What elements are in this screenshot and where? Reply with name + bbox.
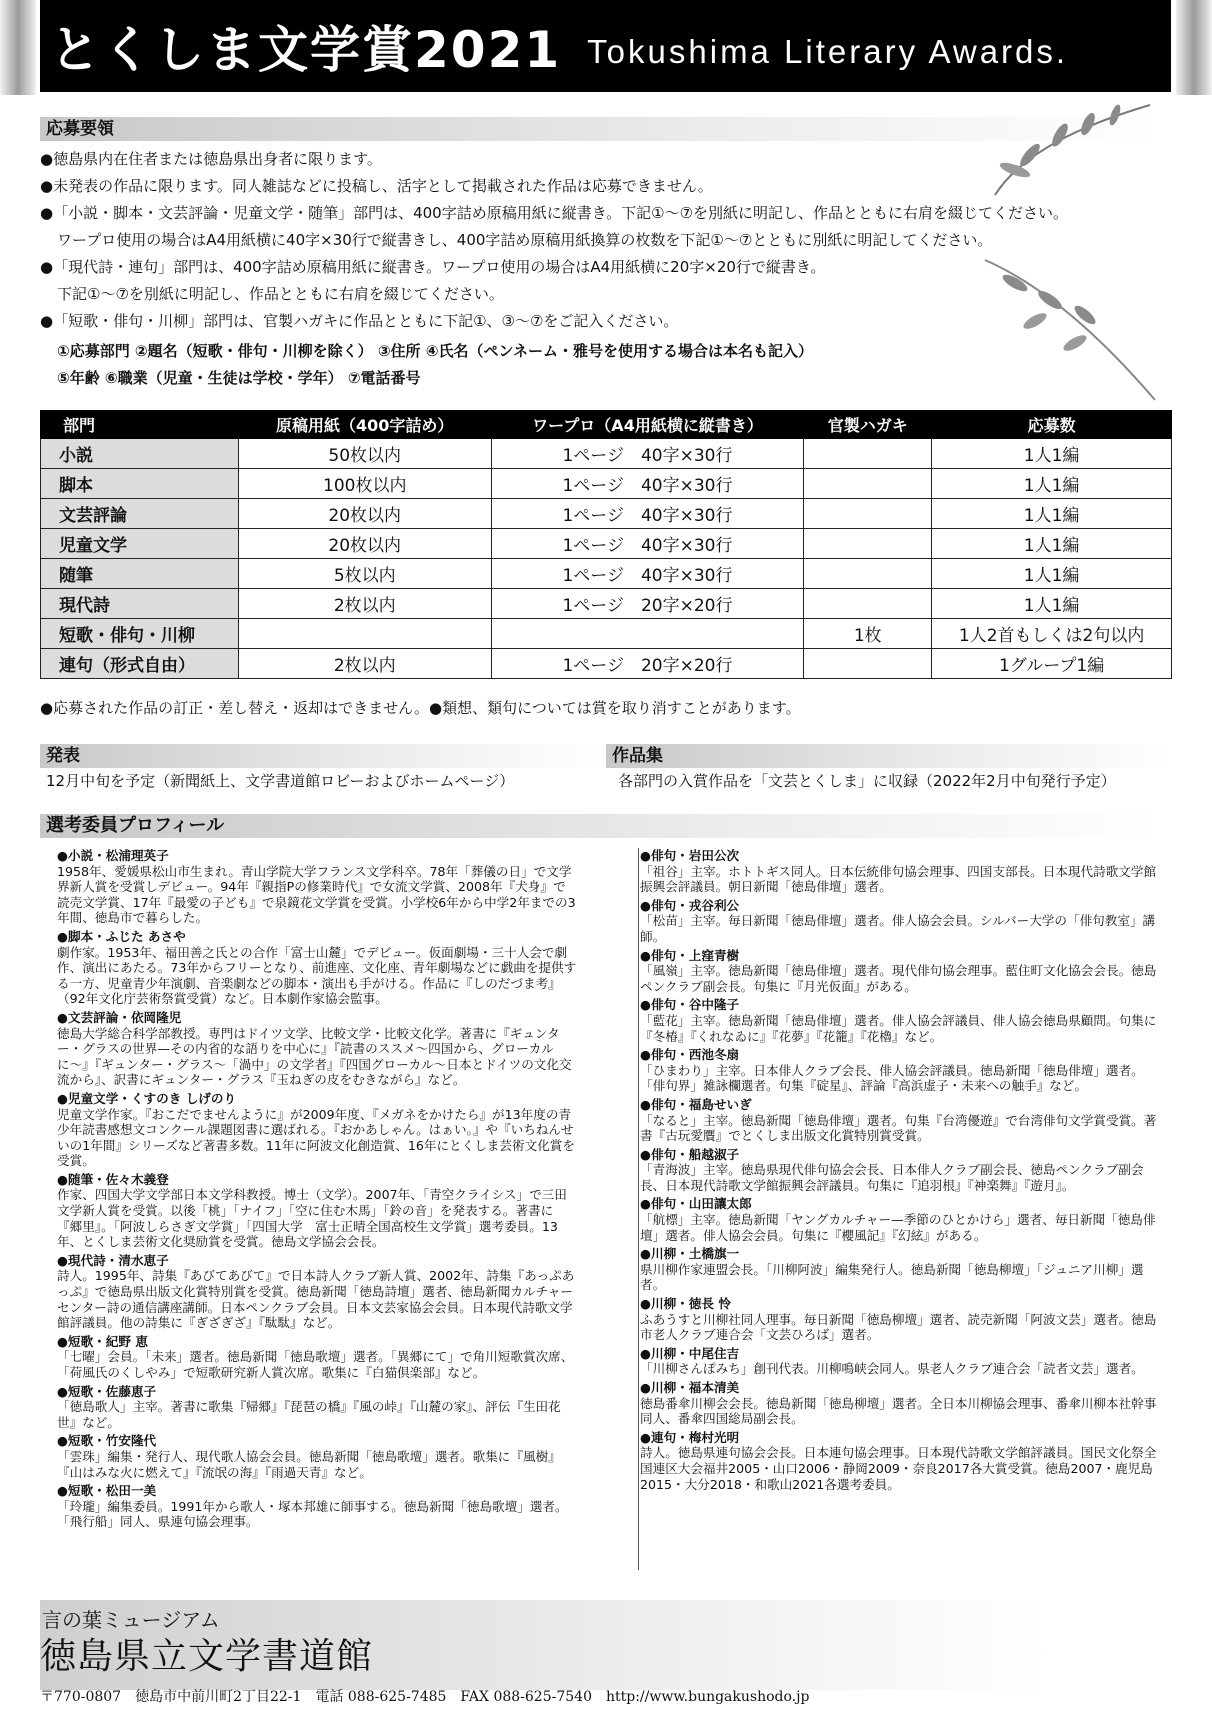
contact-address: 〒770-0807 徳島市中前川町2丁目22-1 電話 088-625-7485 FAX 088-625-7540 http://www.bungakushodo.jp: [40, 1689, 810, 1705]
judge-name: ●川柳・徳長 怜: [640, 1296, 731, 1312]
judge-name: ●短歌・竹安隆代: [57, 1433, 157, 1449]
judge-name: ●短歌・松田一美: [57, 1483, 157, 1499]
table-cell: [491, 619, 804, 649]
table-cell: 1ページ 40字×30行: [491, 529, 804, 559]
table-cell: 50枚以内: [238, 439, 491, 469]
judge-entry: [640, 1147, 1160, 1194]
table-header-row: [41, 411, 1172, 439]
english-title: Tokushima Literary Awards.: [587, 33, 1069, 70]
judge-bio: 劇作家。1953年、福田善之氏との合作「富士山麓」でデビュー。仮面劇場・三十人会で劇作、演出にあたる。73年からフリーとなり、前進座、文化座、青年劇場などに戯曲を提供する一方、児童青少年演劇、音楽劇などの脚本・演出も手がける。作品に『しのだづま考』（92年文化庁芸術祭賞受賞）など。日本劇作家協会監事。: [57, 944, 577, 1007]
leaf-branch-icon: [990, 100, 1160, 200]
table-cell: 20枚以内: [238, 529, 491, 559]
judge-bio: 「玲瓏」編集委員。1991年から歌人・塚本邦雄に師事する。徳島新聞「徳島歌壇」選者。「飛行船」同人、県連句協会理事。: [57, 1498, 568, 1530]
table-cell: 20枚以内: [238, 499, 491, 529]
judge-name: ●俳句・戎谷利公: [640, 897, 740, 913]
guideline-line: ワープロ使用の場合はA4用紙横に40字×30行で縦書きし、400字詰め原稿用紙換算の枚数を下記①〜⑦とともに別紙に明記してください。: [57, 231, 993, 249]
guideline-line: ●徳島県内在住者または徳島県出身者に限ります。: [40, 150, 382, 168]
judge-entry: [640, 1047, 1160, 1094]
table-cell: 1人1編: [932, 469, 1172, 499]
table-cell: 1枚: [804, 619, 932, 649]
judge-entry: [57, 1483, 577, 1530]
judge-entry: [640, 1296, 1160, 1343]
judge-entry: [57, 1010, 577, 1088]
required-items-line: ⑤年齢 ⑥職業（児童・生徒は学校・学年） ⑦電話番号: [57, 369, 421, 387]
judge-name: ●俳句・山田讓太郎: [640, 1196, 752, 1212]
judge-name: ●川柳・中尾住吉: [640, 1345, 740, 1361]
table-cell: 1ページ 20字×20行: [491, 589, 804, 619]
entry-requirements-table: [40, 410, 1172, 679]
judge-name: ●連句・梅村光明: [640, 1429, 740, 1445]
judge-name: ●俳句・船越淑子: [640, 1146, 740, 1162]
judge-bio: 「藍花」主宰。徳島新聞「徳島俳壇」選者。俳人協会評議員、俳人協会徳島県顧問。句集に『冬椿』『くれなゐに』『花夢』『花籠』『花櫓』など。: [640, 1012, 1157, 1044]
table-row: [41, 499, 1172, 529]
table-cell: [804, 499, 932, 529]
table-cell: 短歌・俳句・川柳: [41, 619, 239, 649]
right-edge-bar: [1176, 0, 1212, 95]
judge-entry: [640, 898, 1160, 945]
table-cell: 1ページ 20字×20行: [491, 649, 804, 679]
table-row: [41, 649, 1172, 679]
judge-name: ●短歌・佐藤恵子: [57, 1383, 157, 1399]
entry-note: ●応募された作品の訂正・差し替え・返却はできません。●類想、類句については賞を取り消すことがあります。: [40, 699, 801, 717]
guideline-line: ●「短歌・俳句・川柳」部門は、官製ハガキに作品とともに下記①、③〜⑦をご記入ください。: [40, 312, 679, 330]
judges-heading: 選考委員プロフィール: [40, 814, 1160, 838]
guidelines-heading: 応募要領: [40, 117, 1160, 141]
judge-bio: 「航標」主宰。徳島新聞「ヤングカルチャー—季節のひとかけら」選者、毎日新聞「徳島俳壇」選者。俳人協会会員。句集に『櫻風記』『幻絃』がある。: [640, 1212, 1156, 1243]
judge-bio: 詩人。1995年、詩集『あびてあびて』で日本詩人クラブ新人賞、2002年、詩集『あっぷあっぷ』で徳島県出版文化賞特別賞を受賞。徳島新聞「徳島詩壇」選者、徳島新聞カルチャーセンター詩の通信講座講師。日本ペンクラブ会員。日本文芸家協会会員。日本現代詩歌文学館評議員。他の詩集に『ぎざぎざ』『駄駄』など。: [57, 1268, 575, 1331]
table-cell: 1人1編: [932, 559, 1172, 589]
japanese-title: とくしま文学賞2021: [50, 21, 562, 79]
judge-entry: [57, 848, 577, 926]
judge-bio: ふあうすと川柳社同人理事。毎日新聞「徳島柳壇」選者、読売新聞「阿波文芸」選者。徳島市老人クラブ連合会「文芸ひろば」選者。: [640, 1311, 1157, 1343]
judge-entry: [57, 1253, 577, 1331]
table-header: 応募数: [932, 411, 1172, 439]
museum-name: 徳島県立文学書道館: [40, 1636, 374, 1677]
table-cell: 1人1編: [932, 499, 1172, 529]
table-cell: 2枚以内: [238, 649, 491, 679]
judge-name: ●短歌・紀野 恵: [57, 1333, 148, 1349]
table-row: [41, 589, 1172, 619]
leaf-branch-icon: [975, 255, 1160, 405]
table-cell: 1グループ1編: [932, 649, 1172, 679]
judge-name: ●俳句・谷中隆子: [640, 997, 740, 1013]
collection-text: 各部門の入賞作品を「文芸とくしま」に収録（2022年2月中旬発行予定）: [618, 772, 1116, 790]
judge-name: ●脚本・ふじた あさや: [57, 928, 186, 944]
table-cell: 連句（形式自由）: [41, 649, 239, 679]
table-cell: 1人1編: [932, 439, 1172, 469]
judge-name: ●俳句・岩田公次: [640, 848, 740, 863]
judge-bio: 徳島番傘川柳会会長。徳島新聞「徳島柳壇」選者。全日本川柳協会理事、番傘川柳本社幹事同人、番傘四国総局副会長。: [640, 1395, 1157, 1427]
judge-bio: 詩人。徳島県連句協会会長。日本連句協会理事。日本現代詩歌文学館評議員。国民文化祭全国連区大会福井2005・山口2006・静岡2009・奈良2017各大賞受賞。徳島2007・鹿児島2015・大分2018・和歌山2021各選考委員。: [640, 1445, 1157, 1492]
judge-entry: [640, 1246, 1160, 1293]
table-row: [41, 529, 1172, 559]
table-cell: 脚本: [41, 469, 239, 499]
table-cell: 随筆: [41, 559, 239, 589]
judge-name: ●児童文学・くすのき しげのり: [57, 1090, 237, 1106]
judge-entry: [57, 929, 577, 1007]
judge-name: ●現代詩・清水恵子: [57, 1252, 169, 1268]
table-cell: 2枚以内: [238, 589, 491, 619]
judge-name: ●川柳・土橋旗一: [640, 1246, 740, 1262]
judge-bio: 「松苗」主宰。毎日新聞「徳島俳壇」選者。俳人協会会員。シルバー大学の「俳句教室」講師。: [640, 913, 1156, 944]
judge-name: ●文芸評論・依岡隆児: [57, 1009, 182, 1025]
judges-right-column: [640, 848, 1160, 1495]
judge-entry: [640, 1380, 1160, 1427]
judge-entry: [57, 1433, 577, 1480]
judge-entry: [640, 997, 1160, 1044]
collection-heading: 作品集: [606, 744, 1172, 768]
table-header: 原稿用紙（400字詰め）: [238, 411, 491, 439]
table-cell: 1ページ 40字×30行: [491, 559, 804, 589]
table-header: 官製ハガキ: [804, 411, 932, 439]
judge-entry: [640, 1430, 1160, 1492]
judge-bio: 「川柳さんぽみち」創刊代表。川柳鳴峡会同人。県老人クラブ連合会「読者文芸」選者。: [640, 1361, 1144, 1377]
judge-entry: [640, 948, 1160, 995]
left-edge-bar: [0, 0, 36, 95]
guideline-line: 下記①〜⑦を別紙に明記し、作品とともに右肩を綴じてください。: [57, 285, 504, 303]
table-cell: 1人2首もしくは2句以内: [932, 619, 1172, 649]
judge-bio: 「風嶺」主宰。徳島新聞「徳島俳壇」選者。現代俳句協会理事。藍住町文化協会会長。徳島ペンクラブ副会長。句集に『月光仮面』がある。: [640, 963, 1157, 994]
table-cell: [804, 469, 932, 499]
table-cell: 1ページ 40字×30行: [491, 439, 804, 469]
table-cell: 現代詩: [41, 589, 239, 619]
judge-entry: [640, 848, 1160, 895]
table-row: [41, 439, 1172, 469]
judge-bio: 「祖谷」主宰。ホトトギス同人。日本伝統俳句協会理事、四国支部長。日本現代詩歌文学館振興会評議員。朝日新聞「徳島俳壇」選者。: [640, 863, 1157, 895]
judge-entry: [640, 1346, 1160, 1377]
table-row: [41, 469, 1172, 499]
guideline-line: ●「小説・脚本・文芸評論・児童文学・随筆」部門は、400字詰め原稿用紙に縦書き。下記①〜⑦を別紙に明記し、作品とともに右肩を綴じてください。: [40, 204, 1069, 222]
table-header: 部門: [41, 411, 239, 439]
museum-subtitle: 言の葉ミュージアム: [42, 1608, 220, 1632]
table-cell: [804, 529, 932, 559]
table-cell: [804, 589, 932, 619]
judge-name: ●俳句・西池冬扇: [640, 1047, 740, 1063]
judge-bio: 「なると」主宰。徳島新聞「徳島俳壇」選者。句集『台湾優遊』で台湾俳句文学賞受賞。著書『古玩愛贋』でとくしま出版文化賞特別賞受賞。: [640, 1112, 1157, 1144]
table-cell: [804, 649, 932, 679]
table-cell: 児童文学: [41, 529, 239, 559]
judge-entry: [57, 1334, 577, 1381]
judge-bio: 1958年、愛媛県松山市生まれ。青山学院大学フランス文学科卒。78年「葬儀の日」で文学界新人賞を受賞しデビュー。94年『親指Pの修業時代』で女流文学賞、2008年『犬身』で読売文学賞、17年『最愛の子ども』で泉鏡花文学賞を受賞。小学校6年から中学2年までの3年間、徳島市で暮らした。: [57, 863, 576, 926]
table-cell: 100枚以内: [238, 469, 491, 499]
guideline-line: ●「現代詩・連句」部門は、400字詰め原稿用紙に縦書き。ワープロ使用の場合はA4用紙横に20字×20行で縦書き。: [40, 258, 826, 276]
table-header: ワープロ（A4用紙横に縦書き）: [491, 411, 804, 439]
table-cell: 1ページ 40字×30行: [491, 499, 804, 529]
table-cell: 5枚以内: [238, 559, 491, 589]
judge-entry: [640, 1196, 1160, 1243]
judges-left-column: [57, 848, 577, 1533]
table-cell: [238, 619, 491, 649]
judge-entry: [640, 1097, 1160, 1144]
table-row: [41, 619, 1172, 649]
judge-bio: 児童文学作家。『おこだでませんように』が2009年度、『メガネをかけたら』が13年度の青少年読書感想文コンクール課題図書に選ばれる。『おかあしゃん。はぁい。』や『いちねんせいの1年間』シリーズなど著書多数。11年に阿波文化創造賞、16年にとくしま芸術文化賞を受賞。: [57, 1106, 575, 1169]
judge-entry: [57, 1091, 577, 1169]
judge-bio: 「雲珠」編集・発行人、現代歌人協会会員。徳島新聞「徳島歌壇」選者。歌集に『風樹』『山はみな火に燃えて』『流氓の海』『雨過天青』など。: [57, 1448, 561, 1480]
table-cell: 1ページ 40字×30行: [491, 469, 804, 499]
table-cell: 小説: [41, 439, 239, 469]
judge-name: ●俳句・福島せいぎ: [640, 1096, 752, 1112]
judge-bio: 「七曜」会員。「未来」選者。徳島新聞「徳島歌壇」選者。「異郷にて」で角川短歌賞次席、「荷風氏のくしやみ」で短歌研究新人賞次席。歌集に『白猫倶楽部』など。: [57, 1349, 574, 1380]
announcement-text: 12月中旬を予定（新聞紙上、文学書道館ロビーおよびホームページ）: [46, 772, 515, 790]
judge-entry: [57, 1172, 577, 1250]
judge-bio: 県川柳作家連盟会長。「川柳阿波」編集発行人。徳島新聞「徳島柳壇」「ジュニア川柳」選者。: [640, 1261, 1144, 1293]
table-row: [41, 559, 1172, 589]
judge-bio: 作家、四国大学文学部日本文学科教授。博士（文学）。2007年、「青空クライシス」で三田文学新人賞を受賞。以後「桃」「ナイフ」「空に住む木馬」「鈴の音」を発表する。著書に『郷里』。「阿波しらさぎ文学賞」「四国大学 富士正晴全国高校生文学賞」選考委員。13年、とくしま芸術文化奨励賞を受賞。徳島文学協会会長。: [57, 1187, 567, 1250]
table-cell: 1人1編: [932, 589, 1172, 619]
judge-bio: 徳島大学総合科学部教授。専門はドイツ文学、比較文学・比較文化学。著書に『ギュンター・グラスの世界—その内省的な語りを中心に』『読書のススメ〜四国から、グローカルに〜』『ギュンター・グラス〜「渦中」の文学者』『四国グローカル〜日本とドイツの文化交流から』、訳書にギュンター・グラス『玉ねぎの皮をむきながら』など。: [57, 1025, 572, 1088]
judge-name: ●川柳・福本清美: [640, 1380, 740, 1395]
judge-entry: [57, 1384, 577, 1431]
table-cell: 文芸評論: [41, 499, 239, 529]
judge-bio: 「青海波」主宰。徳島県現代俳句協会会長、日本俳人クラブ副会長、徳島ペンクラブ副会長、日本現代詩歌文学館振興会評議員。句集に『追羽根』『神楽舞』『遊月』。: [640, 1162, 1144, 1193]
judge-name: ●俳句・上窪青樹: [640, 947, 740, 963]
table-cell: [804, 559, 932, 589]
column-divider: [638, 848, 639, 1570]
judge-bio: 「ひまわり」主宰。日本俳人クラブ会長、俳人協会評議員。徳島新聞「徳島俳壇」選者。「俳句界」雑詠欄選者。句集『碇星』、評論『高浜虚子・未来への触手』など。: [640, 1062, 1144, 1094]
judge-name: ●小説・松浦理英子: [57, 848, 169, 863]
announcement-heading: 発表: [40, 744, 600, 768]
required-items-line: ①応募部門 ②題名（短歌・俳句・川柳を除く） ③住所 ④氏名（ペンネーム・雅号を使用する場合は本名も記入）: [57, 342, 814, 360]
header-banner: [40, 0, 1171, 92]
judge-name: ●随筆・佐々木義登: [57, 1171, 169, 1187]
judge-bio: 「徳島歌人」主宰。著書に歌集『帰郷』『琵琶の橋』『風の峠』『山麓の家』、評伝『生田花世』など。: [57, 1399, 561, 1430]
guideline-line: ●未発表の作品に限ります。同人雑誌などに投稿し、活字として掲載された作品は応募できません。: [40, 177, 713, 195]
table-cell: [804, 439, 932, 469]
table-cell: 1人1編: [932, 529, 1172, 559]
